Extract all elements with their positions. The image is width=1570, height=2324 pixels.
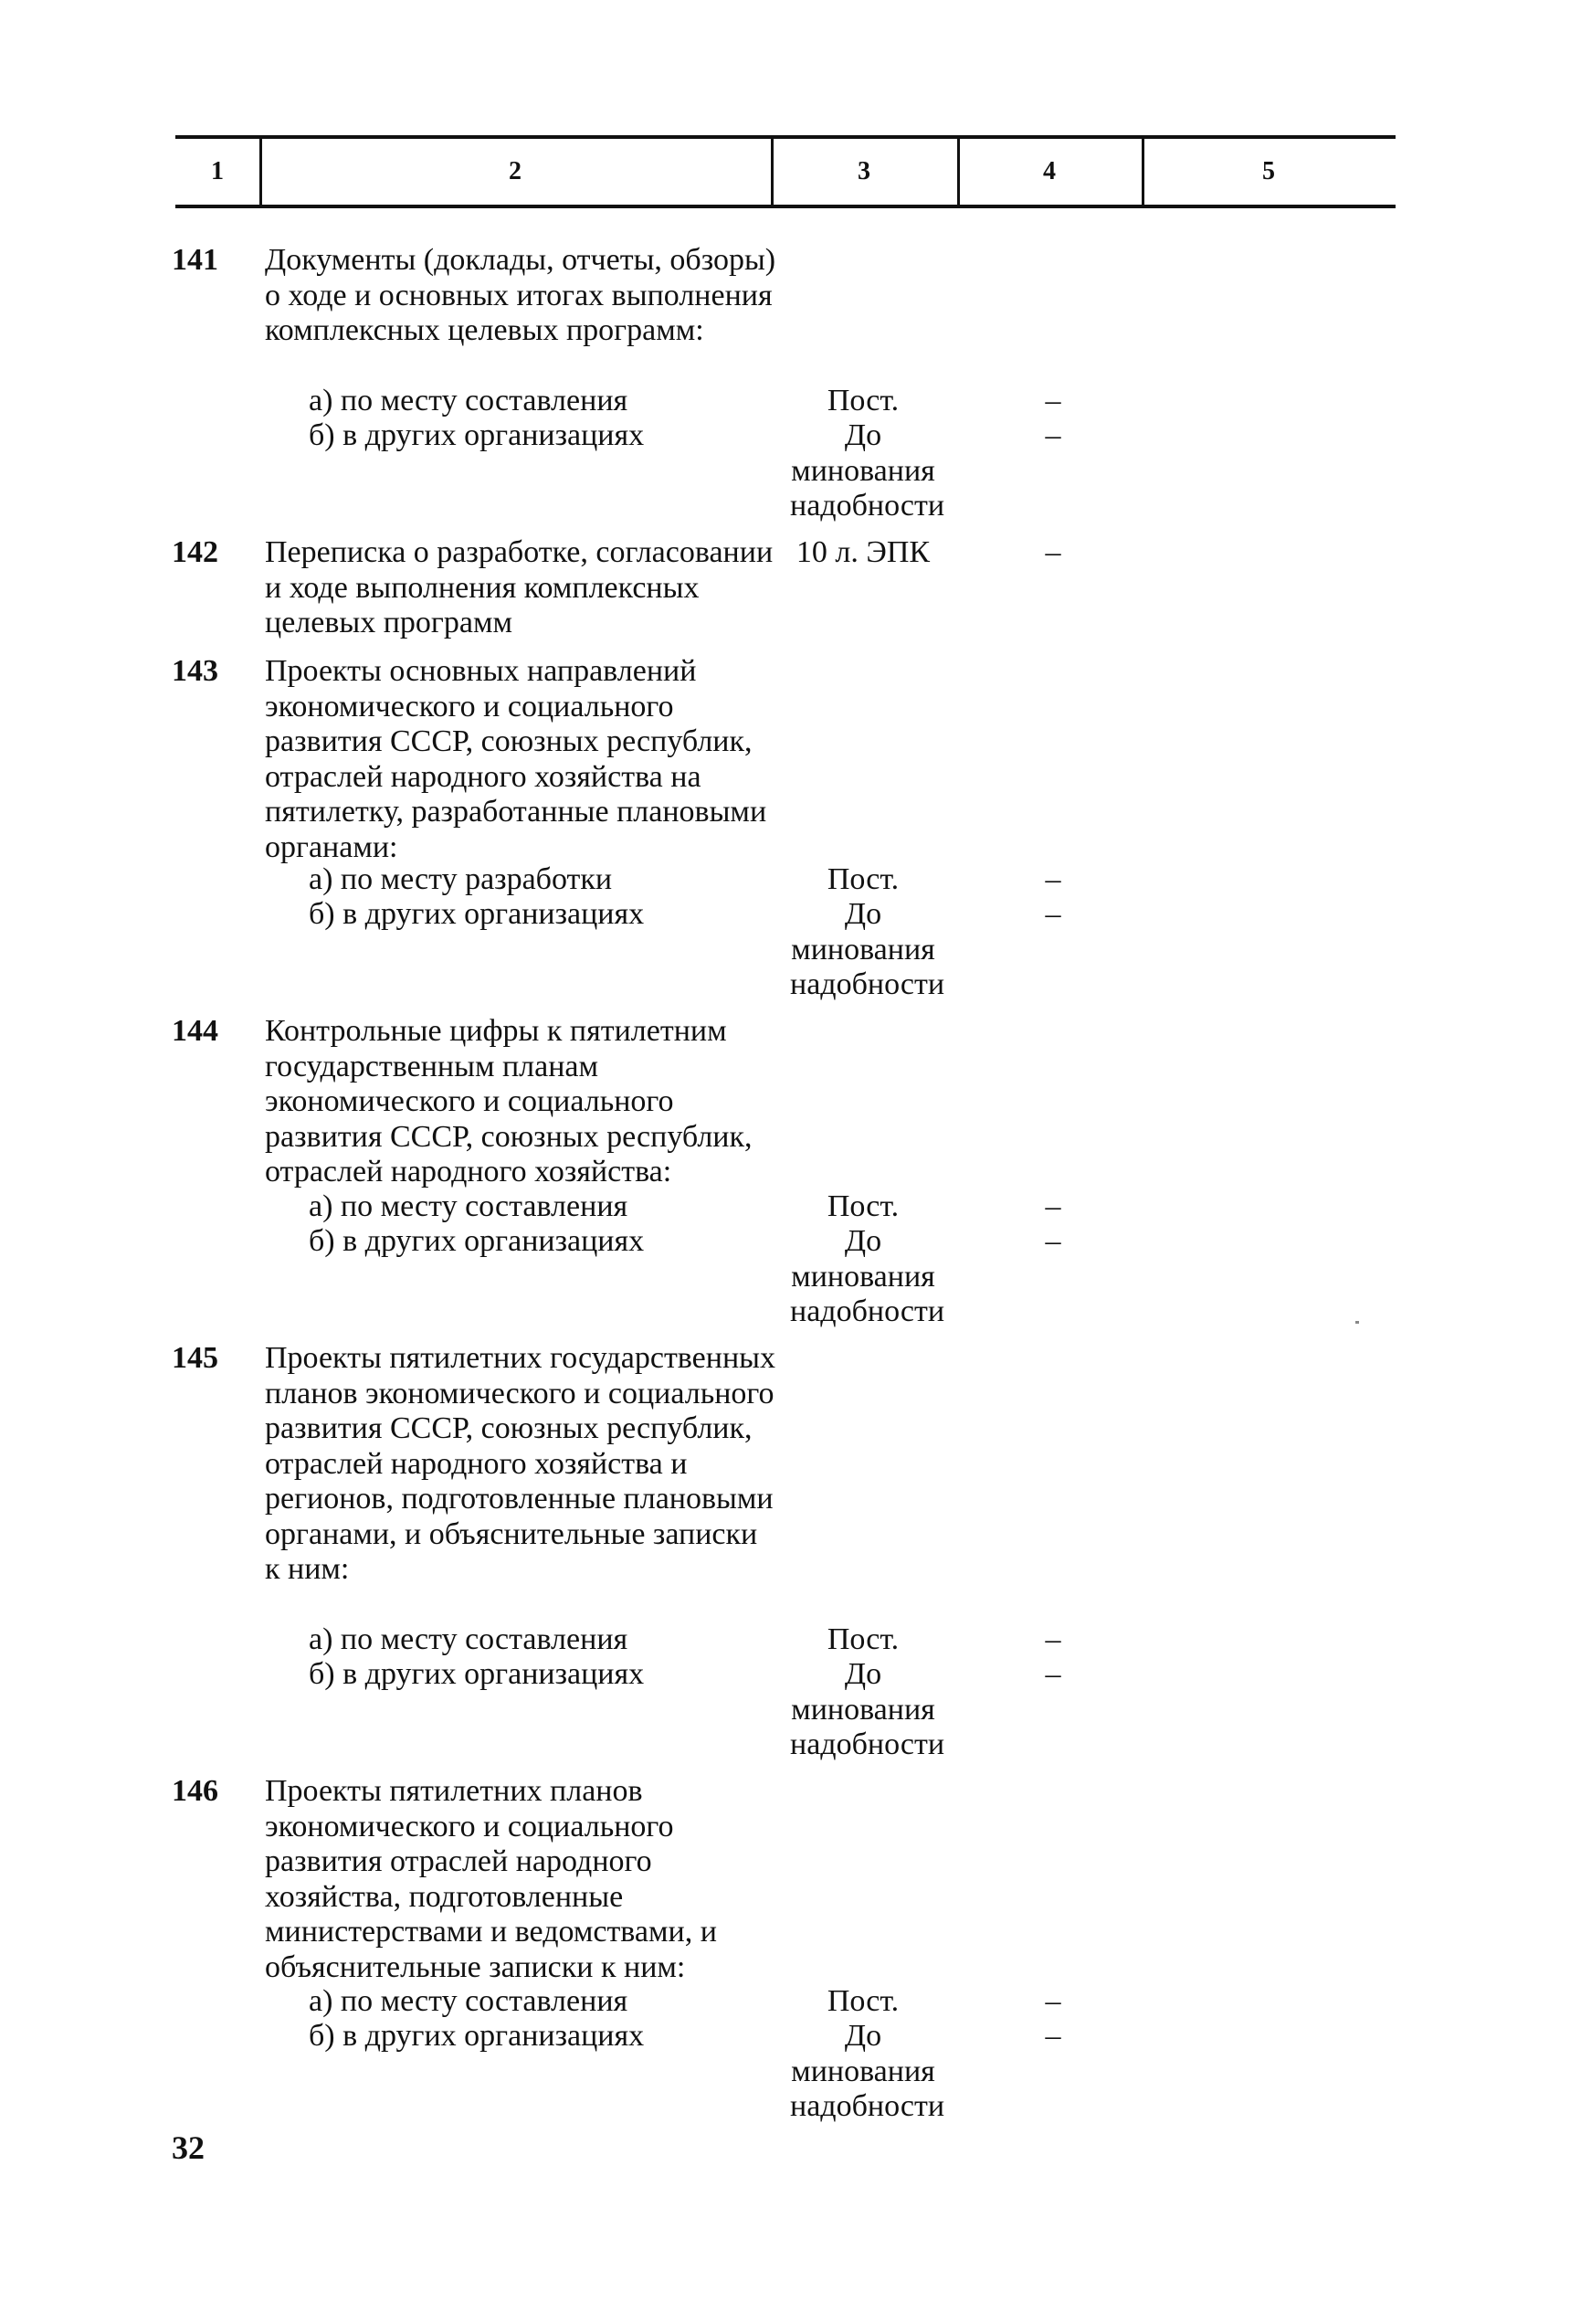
entry-dash-b: – <box>1045 1224 1061 1258</box>
entry-sub-a: а) по месту разработки <box>309 862 613 896</box>
entry-description: Документы (доклады, отчеты, обзоры) о ходе и основных итогах выполнения комплексных целевых программ: <box>265 243 776 347</box>
entry-term-a: Пост. <box>827 384 900 417</box>
header-col-5: 5 <box>1262 157 1275 185</box>
entry-number: 145 <box>172 1341 218 1375</box>
page-number: 32 <box>172 2129 205 2166</box>
entry-term-a: Пост. <box>827 1189 900 1223</box>
entry-number: 144 <box>172 1014 218 1048</box>
table-header <box>175 135 1396 208</box>
entry-term-a: Пост. <box>827 1622 900 1656</box>
entry-term-b: До минования надобности <box>790 418 945 523</box>
entry-description: Проекты основных направлений экономического и социального развития СССР, союзных республик, отраслей народного хозяйства на пятилетку, разработанные плановыми органами: <box>265 654 767 864</box>
entry-sub-a: а) по месту составления <box>309 1189 628 1223</box>
entry-term-b: До минования надобности <box>790 897 945 1001</box>
entry-sub-a: а) по месту составления <box>309 384 628 417</box>
entry-description: Контрольные цифры к пятилетним государственным планам экономического и социального развития СССР, союзных республик, отраслей народного хозяйства: <box>265 1014 753 1188</box>
entry-sub-a: а) по месту составления <box>309 1984 628 2018</box>
entry-number: 141 <box>172 243 218 277</box>
entry-number: 146 <box>172 1774 218 1808</box>
entry-term-a: Пост. <box>827 1984 900 2018</box>
entry-sub-b: б) в других организациях <box>309 2019 645 2053</box>
header-col-3: 3 <box>858 157 870 185</box>
entry-sub-b: б) в других организациях <box>309 1224 645 1258</box>
entry-dash-b: – <box>1045 1657 1061 1691</box>
entry-sub-b: б) в других организациях <box>309 418 645 452</box>
entry-term-b: До минования надобности <box>790 1657 945 1761</box>
entry-sub-a: а) по месту составления <box>309 1622 628 1656</box>
entry-dash-b: – <box>1045 897 1061 931</box>
entry-term-a: Пост. <box>827 862 900 896</box>
entry-sub-b: б) в других организациях <box>309 1657 645 1691</box>
header-col-1: 1 <box>211 157 224 185</box>
entry-description: Проекты пятилетних планов экономического и социального развития отраслей народного хозяйства, подготовленные министерствами и ведомствами, и объяснительные записки к ним: <box>265 1774 717 1984</box>
entry-dash-b: – <box>1045 2019 1061 2053</box>
entry-description: Переписка о разработке, согласовании и ходе выполнения комплексных целевых программ <box>265 535 774 639</box>
entry-description: Проекты пятилетних государственных планов экономического и социального развития СССР, союзных республик, отраслей народного хозяйства и регионов, подготовленные плановыми органами, и объяснительные записки к ним: <box>265 1341 775 1586</box>
entry-dash-a: – <box>1045 384 1061 417</box>
entry-number: 142 <box>172 535 218 569</box>
entry-sub-b: б) в других организациях <box>309 897 645 931</box>
header-col-4: 4 <box>1043 157 1056 185</box>
entry-dash-a: – <box>1045 1984 1061 2018</box>
entry-dash: – <box>1045 535 1061 569</box>
entry-term: 10 л. ЭПК <box>796 535 931 569</box>
scan-speck <box>1355 1321 1359 1324</box>
header-col-2: 2 <box>509 157 522 185</box>
entry-term-b: До минования надобности <box>790 2019 945 2123</box>
entry-dash-b: – <box>1045 418 1061 452</box>
entry-dash-a: – <box>1045 1622 1061 1656</box>
entry-dash-a: – <box>1045 1189 1061 1223</box>
entry-dash-a: – <box>1045 862 1061 896</box>
entry-number: 143 <box>172 654 218 688</box>
entry-term-b: До минования надобности <box>790 1224 945 1328</box>
